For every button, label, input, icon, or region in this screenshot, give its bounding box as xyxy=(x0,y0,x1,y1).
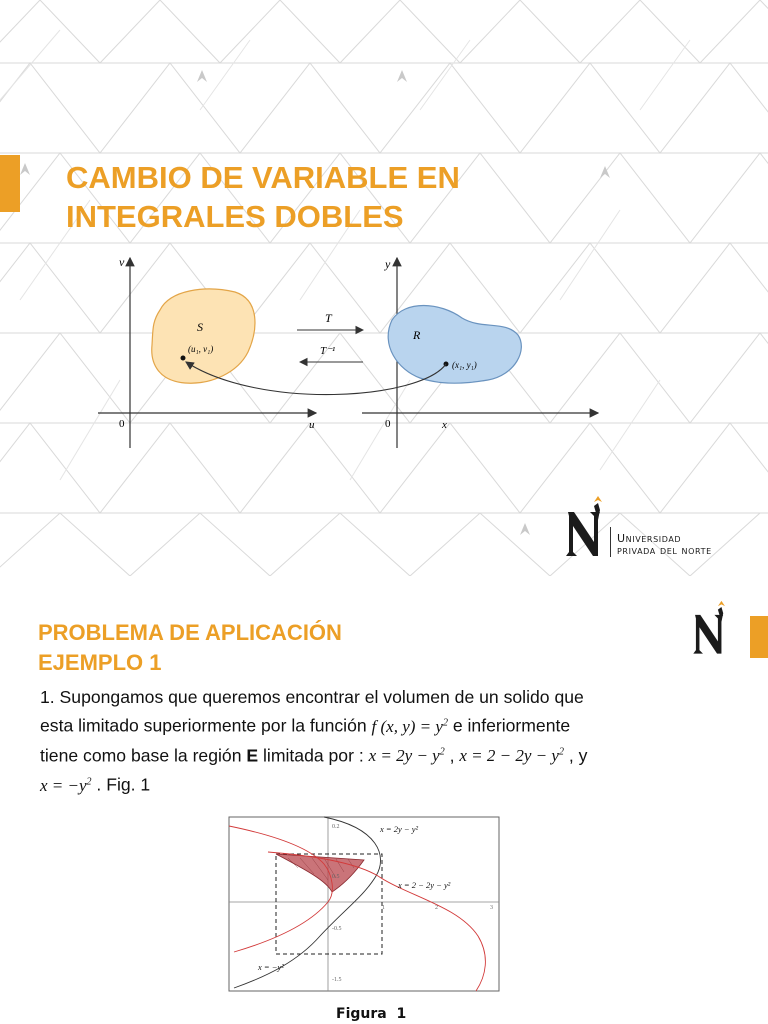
region-s-label: S xyxy=(197,320,203,334)
arrow-t-label: T xyxy=(325,311,332,325)
function-exponent: 2 xyxy=(442,717,448,728)
upn-logo-icon xyxy=(560,496,610,560)
problem-statement xyxy=(40,684,730,799)
function-expression xyxy=(372,717,448,736)
right-accent-bar xyxy=(750,616,768,658)
region-s xyxy=(152,289,255,383)
tick-y-low: -0.5 xyxy=(332,926,342,932)
tick-x-2: 2 xyxy=(435,905,438,911)
left-axis-u-label: u xyxy=(309,419,315,431)
figure-reference: . Fig. 1 xyxy=(91,774,151,795)
title-line-2: INTEGRALES DOBLES xyxy=(66,199,404,234)
curve-1-expression xyxy=(369,746,445,765)
right-axis-y-label: y xyxy=(385,257,391,271)
problem-line-2 xyxy=(40,710,730,740)
function-f: f (x, y) = y xyxy=(371,716,443,736)
problem-line-4 xyxy=(40,769,730,799)
problem-line-3: tiene como base la región E limitada por : $x = 2y - y^2$ , $x = 2 - 2y - y^2$ , y xyxy=(40,745,588,766)
curve-3-expression xyxy=(40,776,92,795)
label-curve-3: x = −y² xyxy=(258,962,284,972)
tick-x-3: 3 xyxy=(490,905,493,911)
upn-small-logo-icon xyxy=(688,598,732,660)
logo-separator xyxy=(610,527,611,557)
heading-line-1: PROBLEMA DE APLICACIÓN xyxy=(38,620,342,645)
tick-y-mid: 0.5 xyxy=(332,874,340,880)
slide-problem xyxy=(0,586,768,1024)
curve-2-exp: 2 xyxy=(558,746,564,758)
point-r-label: (x₁, y₁) xyxy=(452,360,477,370)
tick-y-bottom: -1.5 xyxy=(332,977,342,983)
curve-3-text: x = −y xyxy=(40,775,87,795)
curve-2-expression xyxy=(459,746,564,765)
arrow-t-inverse-label: T⁻¹ xyxy=(320,345,336,357)
university-name-line-1: Universidad xyxy=(617,532,682,545)
figure-caption: Figura 1 xyxy=(336,1006,407,1022)
right-origin-label: 0 xyxy=(385,418,391,430)
tick-x-1: 1 xyxy=(382,905,385,911)
point-s-label: (u₁, v₁) xyxy=(188,344,214,354)
region-r xyxy=(388,306,521,384)
problem-line-2-text: esta limitado superiormente por la función xyxy=(40,715,372,736)
curve-2-text: x = 2 − 2y − y xyxy=(459,746,559,766)
university-name-line-2: privada del norte xyxy=(617,543,712,557)
right-axis-x-label: x xyxy=(442,419,447,431)
problem-heading xyxy=(38,618,342,678)
curve-3-exp: 2 xyxy=(86,776,92,788)
problem-line-3-text: tiene como base la región xyxy=(40,745,247,766)
left-axis-v-label: v xyxy=(119,255,125,269)
heading-line-2: EJEMPLO 1 xyxy=(38,650,162,675)
left-origin-label: 0 xyxy=(119,418,125,430)
title-line-1: CAMBIO DE VARIABLE EN xyxy=(66,160,460,195)
problem-line-1: 1. Supongamos que queremos encontrar el volumen de un solido que xyxy=(40,687,584,707)
university-name xyxy=(617,533,712,556)
problem-line-3-end: , y xyxy=(563,745,588,766)
problem-line-3-limited: limitada por : xyxy=(258,745,369,766)
label-curve-2: x = 2 − 2y − y² xyxy=(398,880,451,890)
point-s-dot xyxy=(181,356,186,361)
region-r-label: R xyxy=(413,328,421,342)
tick-y-top: 0.2 xyxy=(332,824,340,830)
curve-1-exp: 2 xyxy=(439,746,445,758)
label-curve-1: x = 2y − y² xyxy=(380,824,419,834)
region-e-label: E xyxy=(246,745,259,766)
problem-line-2-end: e inferiormente xyxy=(447,715,571,736)
figure-1-plot xyxy=(228,816,500,992)
curve-1-text: x = 2y − y xyxy=(368,746,440,766)
